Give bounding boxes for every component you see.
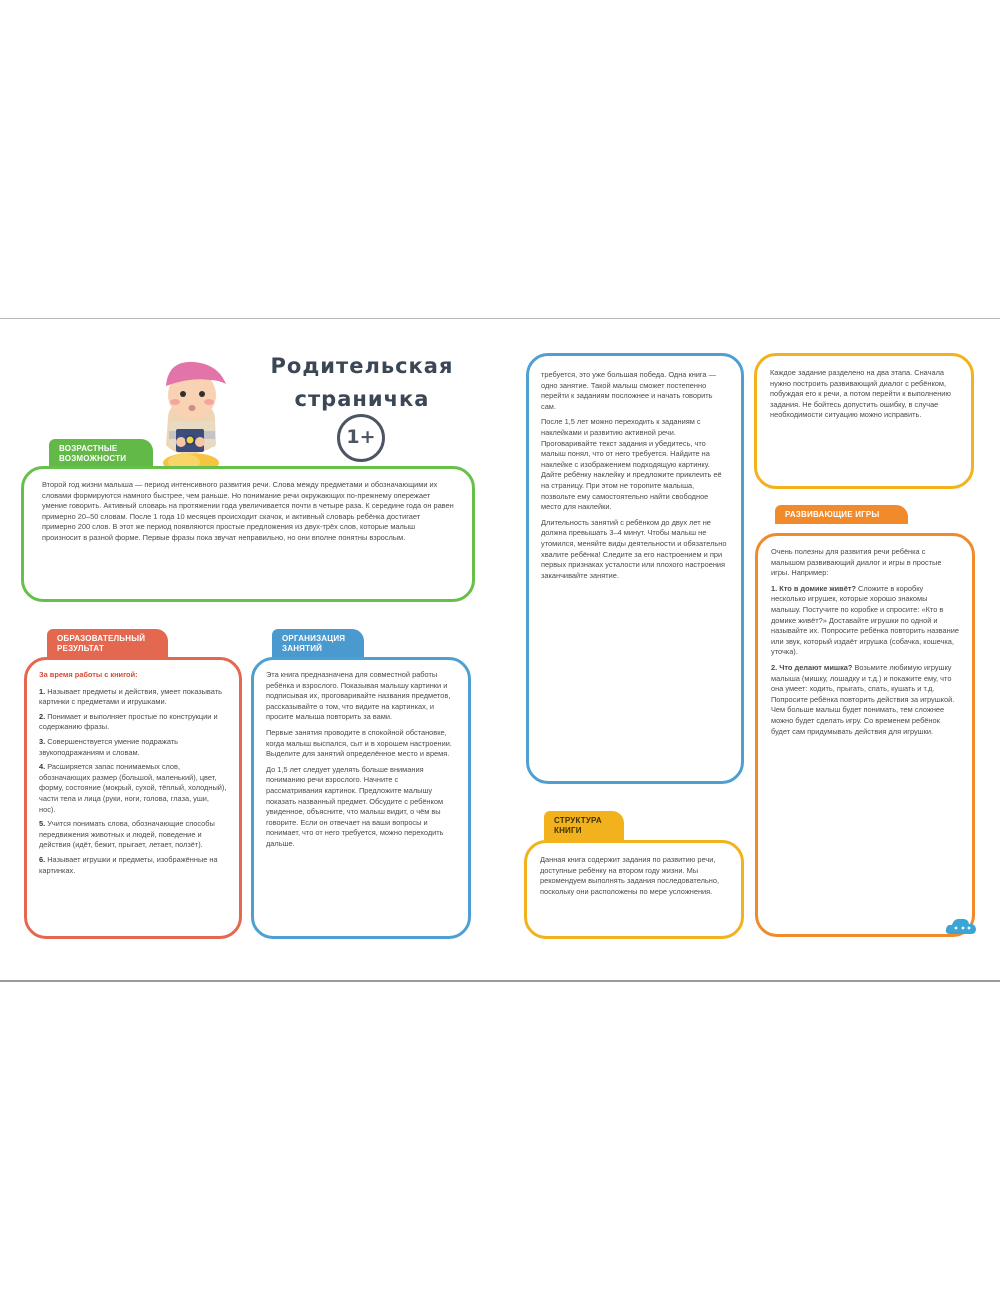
intro-right-box <box>754 353 974 489</box>
games-intro: Очень полезны для развития речи ребёнка с малышом развивающий диалог и игры в простые игры. Например: <box>771 547 942 578</box>
result-item: 4. Расширяется запас понимаемых слов, обозначающих размер (большой, маленький), цвет, форму, состояние (мокрый, сухой, тёплый, холодный), части тела и лица (руки, ноги, голова, глаза, уши, нос). <box>39 762 227 814</box>
continuation-box <box>526 353 744 784</box>
result-section-tab <box>47 629 168 658</box>
result-item: 1. Называет предметы и действия, умеет показывать картинки с предметами и игрушками. <box>39 686 222 707</box>
result-item: 3. Совершенствуется умение подражать звукоподражаниям и словам. <box>39 736 179 757</box>
baby-mascot-illustration <box>146 350 238 475</box>
age-section-text: Второй год жизни малыша — период интенсивного развития речи. Слова между предметами и обозначающими их словами формируются намного быстрее, чем раньше. Но понимание речи окружающих по-прежнему опережает умение говорить. Активный словарь на протяжении года увеличивается почти в четыре раза. К середине года он равен примерно 20–50 словам. После 1 года 10 месяцев происходит скачок, и активный словарь ребёнка достигает примерно 200 слов. В этот же период появляются простые предложения из двух-трёх слов, которые малыш произносит в разной форме. Первые фразы пока звучат неправильно, но они вполне понятны взрослым. <box>42 480 454 542</box>
result-section-box <box>24 657 242 939</box>
title-line-1: Родительская <box>270 354 454 378</box>
game-title: Кто в домике живёт? <box>779 583 856 593</box>
result-item: 6. Называет игрушки и предметы, изображённые на картинках. <box>39 854 218 875</box>
result-note: За время работы с книгой: <box>39 670 138 679</box>
organization-section-tab <box>272 629 364 658</box>
structure-text: Данная книга содержит задания по развитию речи, доступные ребёнку на втором году жизни. Мы рекомендуем выполнять задания последовательно, поскольку они расположены по мере усложнения. <box>540 855 720 896</box>
age-section-label: ВОЗРАСТНЫЕ ВОЗМОЖНОСТИ <box>59 444 127 463</box>
continuation-paragraph: требуется, это уже большая победа. Одна книга — одно занятие. Такой малыш сможет постепенно перейти к заданиям посложнее и начать говорить сам. <box>541 370 716 411</box>
games-section-label: РАЗВИВАЮЩИЕ ИГРЫ <box>785 510 880 519</box>
game-text: Возьмите любимую игрушку малыша (мишку, лошадку и т.д.) и покажите ему, что она умеет: ходить, прыгать, спать, кушать и т.д. Попросите ребёнка повторить действия за игрушкой. Чем больше малыш будет понимать, тем сложнее можно будет сделать игру. Со временем ребёнок будет сам придумывать действия для игрушки. <box>771 662 955 736</box>
organization-paragraph: До 1,5 лет следует уделять больше внимания пониманию речи взрослого. Начните с рассматривания картинок. Предложите малышу показать названный предмет. Обсудите с ребёнком увиденное, объясните, что малыш видит, о чём вы говорите. Если он отвечает на ваши вопросы и понимает, что от него требуется, можно переходить дальше. <box>266 764 444 848</box>
game-text: Сложите в коробку несколько игрушек, которые хорошо знакомы малышу. Постучите по коробке и спросите: «Кто в домике живёт?» Доставайте игрушки по одной и называйте их. Попросите ребёнка повторить название или звук, который издаёт игрушка (собачка, кошечка, уточка). <box>771 583 959 657</box>
organization-paragraph: Первые занятия проводите в спокойной обстановке, когда малыш выспался, сыт и в хорошем настроении. Выделите для занятий определённое место и время. <box>266 727 452 759</box>
structure-section-label: СТРУКТУРА КНИГИ <box>554 816 602 835</box>
structure-section-box <box>524 840 744 939</box>
result-item: 5. Учится понимать слова, обозначающие способы передвижения животных и людей, поведение и действия (идёт, бежит, прыгает, летает, ползёт). <box>39 819 215 850</box>
game-item: 1. Кто в домике живёт? Сложите в коробку несколько игрушек, которые хорошо знакомы малышу. Постучите по коробке и спросите: «Кто в домике живёт?» Доставайте игрушки по одной и называйте их. Попросите ребёнка повторить название или звук, который издаёт игрушка (собачка, кошечка, уточка). <box>771 583 959 657</box>
age-section-box <box>21 466 475 602</box>
page-title <box>252 350 472 416</box>
intro-right-text: Каждое задание разделено на два этапа. Сначала нужно построить развивающий диалог с ребёнком, побуждая его к речи, а потом перейти к выполнению задания. Не бойтесь допустить ошибку, в случае необходимости ситуацию можно исправить. <box>770 368 951 420</box>
organization-section-box <box>251 657 471 939</box>
organization-section-label: ОРГАНИЗАЦИЯ ЗАНЯТИЙ <box>282 634 346 653</box>
title-line-2: страничка <box>294 387 430 411</box>
result-list <box>39 687 227 877</box>
game-title: Что делают мишка? <box>779 662 853 672</box>
games-section-tab <box>775 505 908 524</box>
game-item: 2. Что делают мишка? Возьмите любимую игрушку малыша (мишку, лошадку и т.д.) и покажите ему, что она умеет: ходить, прыгать, спать, кушать и т.д. Попросите ребёнка повторить действия за игрушкой. Чем больше малыш будет понимать, тем сложнее можно будет сделать игру. Со временем ребёнок будет сам придумывать действия для игрушки. <box>771 662 955 736</box>
continuation-paragraph: Длительность занятий с ребёнком до двух лет не должна превышать 3–4 минут. Чтобы малыш не утомился, меняйте виды деятельности и обязательно хвалите ребёнка! Следите за его настроением и при первых признаках усталости или плохого настроения заканчивайте занятие. <box>541 517 727 580</box>
games-section-box <box>755 533 975 937</box>
result-item: 2. Понимает и выполняет простые по конструкции и содержанию фразы. <box>39 711 218 732</box>
result-section-label: ОБРАЗОВАТЕЛЬНЫЙ РЕЗУЛЬТАТ <box>57 634 146 653</box>
cloud-icon <box>944 913 978 938</box>
organization-paragraph: Эта книга предназначена для совместной работы ребёнка и взрослого. Показывая малышу картинки и подписывая их, проговаривайте названия предметов, рассказывайте о том, что видите на картинках, и просите малыша повторить за вами. <box>266 670 451 722</box>
age-badge: 1+ <box>337 414 385 462</box>
age-section-tab <box>49 439 153 468</box>
structure-section-tab <box>544 811 624 840</box>
continuation-paragraph: После 1,5 лет можно переходить к заданиям с наклейками и развитию активной речи. Проговаривайте текст задания и убедитесь, что малыш понял, что от него требуется. Найдите на наклейке с изображением подходящую картинку. Дайте ребёнку наклейку и предложите приклеить её на страницу. При этом не торопите малыша, позвольте ему самостоятельно найти свободное место для наклейки. <box>541 417 722 512</box>
